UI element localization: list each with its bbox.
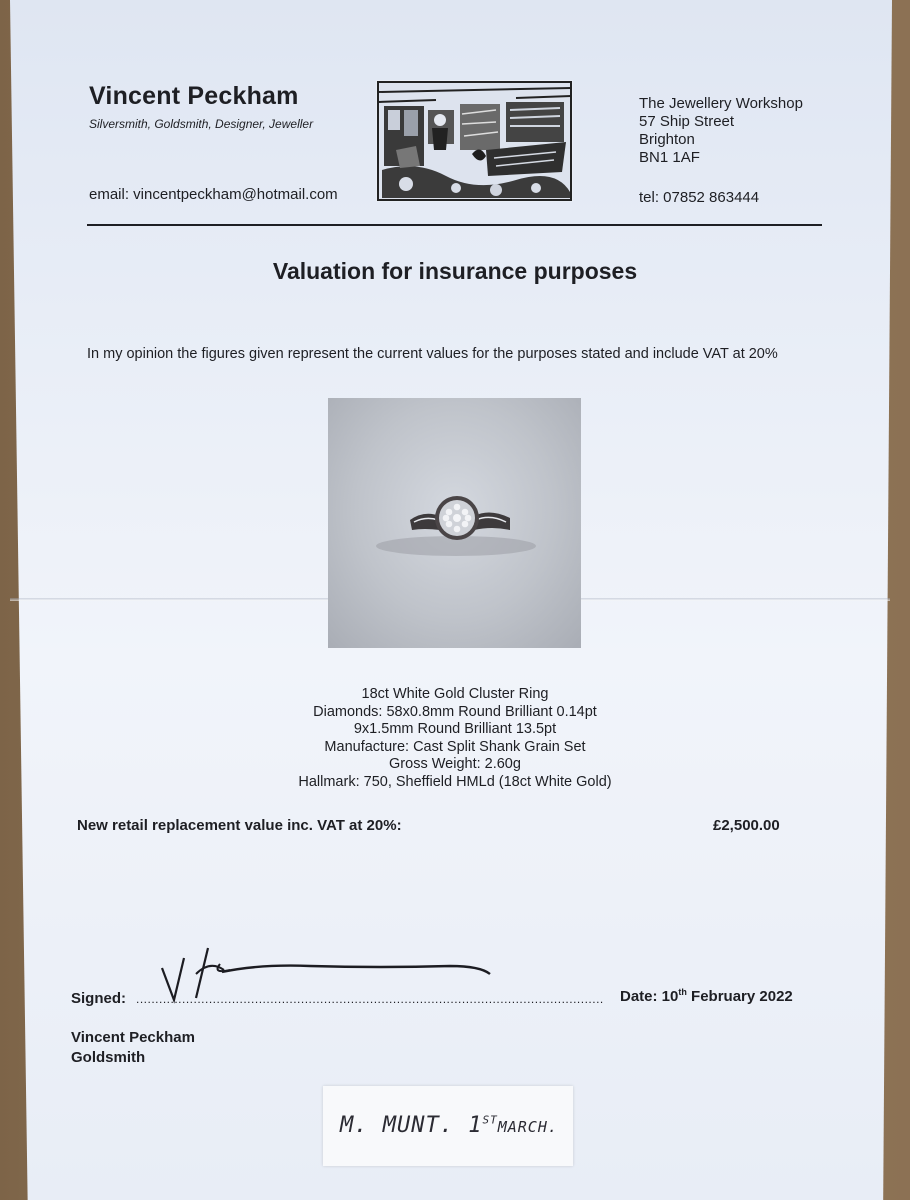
address-line: BN1 1AF	[639, 149, 700, 166]
date-ordinal: th	[678, 987, 687, 997]
item-line: Hallmark: 750, Sheffield HMLd (18ct White Gold)	[298, 773, 612, 790]
signer-role: Goldsmith	[71, 1049, 146, 1066]
signer-block	[71, 1028, 195, 1068]
date-rest: February 2022	[686, 988, 793, 1005]
signature-line: ..........................................................................................................................	[136, 992, 604, 1006]
item-description	[0, 686, 910, 792]
valuation-statement: In my opinion the figures given represent the current values for the purposes stated and include VAT at 20%	[87, 346, 778, 362]
workshop-telephone: tel: 07852 863444	[639, 189, 760, 206]
ring-photo	[328, 398, 581, 648]
item-line: 18ct White Gold Cluster Ring	[361, 686, 549, 702]
workshop-engraving-illustration	[376, 80, 573, 202]
item-line: Manufacture: Cast Split Shank Grain Set	[324, 738, 586, 755]
jeweller-tagline: Silversmith, Goldsmith, Designer, Jeweller	[89, 117, 314, 131]
address-line: Brighton	[639, 131, 695, 148]
document-title: Valuation for insurance purposes	[272, 258, 638, 284]
handwritten-note	[340, 1113, 558, 1138]
item-line: Gross Weight: 2.60g	[389, 756, 521, 773]
workshop-address	[639, 95, 803, 167]
signed-label: Signed:	[71, 990, 126, 1007]
address-line: The Jewellery Workshop	[639, 95, 803, 112]
replacement-value-amount: £2,500.00	[713, 817, 780, 834]
item-line: 9x1.5mm Round Brilliant 13.5pt	[353, 721, 557, 738]
replacement-value-label: New retail replacement value inc. VAT at 20%:	[77, 817, 402, 834]
note-ordinal: ST	[482, 1113, 498, 1127]
note-month: MARCH.	[497, 1118, 558, 1136]
jeweller-email: email: vincentpeckham@hotmail.com	[89, 186, 338, 203]
header-divider	[87, 224, 822, 226]
jeweller-name: Vincent Peckham	[89, 82, 299, 110]
note-main: M. MUNT. 1	[340, 1113, 483, 1138]
date-prefix: Date: 10	[620, 988, 679, 1005]
signer-name: Vincent Peckham	[71, 1029, 195, 1046]
valuation-date	[620, 987, 793, 1005]
address-line: 57 Ship Street	[639, 113, 735, 130]
item-line: Diamonds: 58x0.8mm Round Brilliant 0.14pt	[313, 703, 597, 720]
